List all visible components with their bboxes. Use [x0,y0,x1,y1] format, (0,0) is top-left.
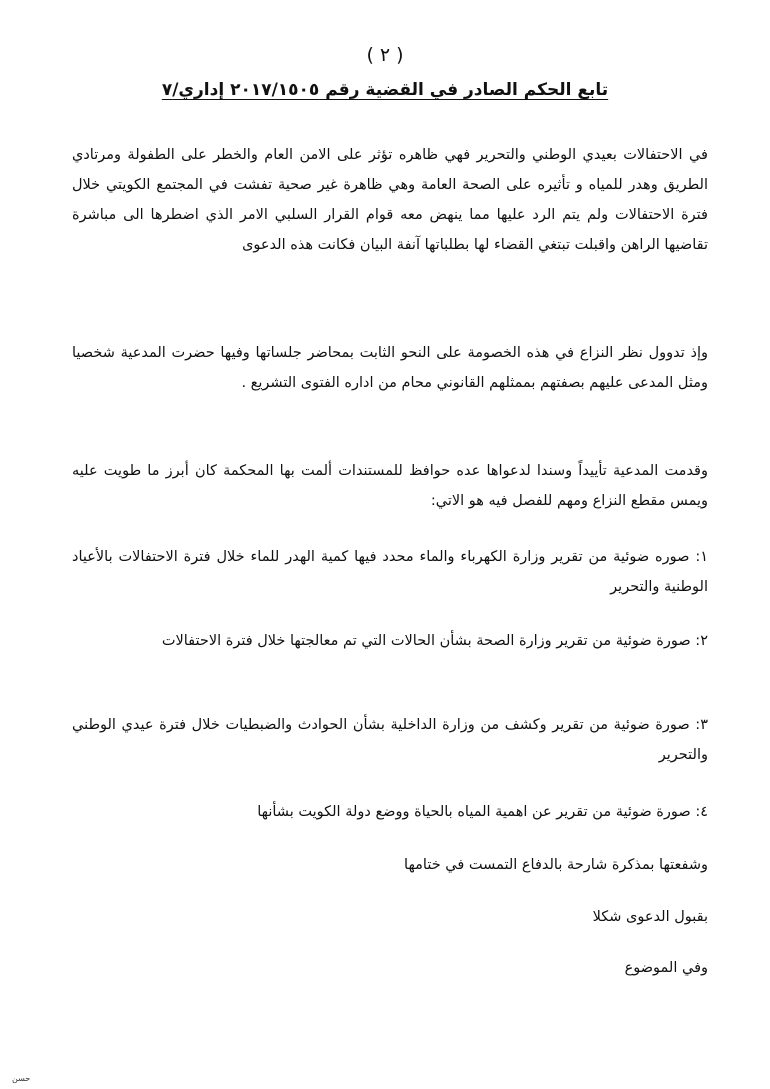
list-item-document-4: ٤: صورة ضوئية من تقرير عن اهمية المياه بالحياة ووضع دولة الكويت بشأنها [257,804,708,820]
paragraph-request-form: بقبول الدعوى شكلا [592,909,708,925]
list-item-document-2: ٢: صورة ضوئية من تقرير وزارة الصحة بشأن الحالات التي تم معالجتها خلال فترة الاحتفالات [161,633,708,649]
judgment-heading-text: تابع الحكم الصادر في القضية رقم ٢٠١٧/١٥٠٥ إداري/٧ [161,80,609,100]
list-item-document-3: ٣: صورة ضوئية من تقرير وكشف من وزارة الداخلية بشأن الحوادث والضبطيات خلال فترة عيدي الوطني والتحرير [72,717,708,763]
paragraph-proceedings: وإذ تدوول نظر النزاع في هذه الخصومة على النحو الثابت بمحاضر جلساتها وفيها حضرت المدعية شخصيا ومثل المدعى عليهم بصفتهم بممثلهم القانوني محام من اداره الفتوى التشريع . [72,345,708,391]
judgment-heading [0,80,770,100]
paragraph-memorandum: وشفعتها بمذكرة شارحة بالدفاع التمست في ختامها [404,857,708,873]
paragraph-request-subject: وفي الموضوع [624,960,708,976]
footer-initials: حسن [12,1074,31,1083]
page-number: ( ٢ ) [366,44,404,66]
paragraph-background: في الاحتفالات بعيدي الوطني والتحرير فهي ظاهره تؤثر على الامن العام والخطر على الطفولة ومرتادي الطريق وهدر للمياه و تأثيره على الصحة العامة وهي ظاهرة غير صحية تفشت في المجتمع الكويتي خلال فترة الاحتفالات ولم يتم الرد عليها مما ينهض معه قوام القرار السلبي الامر الذي اضطرها الى مباشرة تقاضيها الراهن واقبلت تبتغي القضاء لها بطلباتها آنفة البيان فكانت هذه الدعوى [72,147,708,253]
paragraph-documents-intro: وقدمت المدعية تأييداً وسندا لدعواها عده حوافظ للمستندات ألمت بها المحكمة كان أبرز ما طويت عليه ويمس مقطع النزاع ومهم للفصل فيه هو الاتي: [72,463,708,509]
list-item-document-1: ١: صوره ضوئية من تقرير وزارة الكهرباء والماء محدد فيها كمية الهدر للماء خلال فترة الاحتفالات بالأعياد الوطنية والتحرير [72,549,708,595]
